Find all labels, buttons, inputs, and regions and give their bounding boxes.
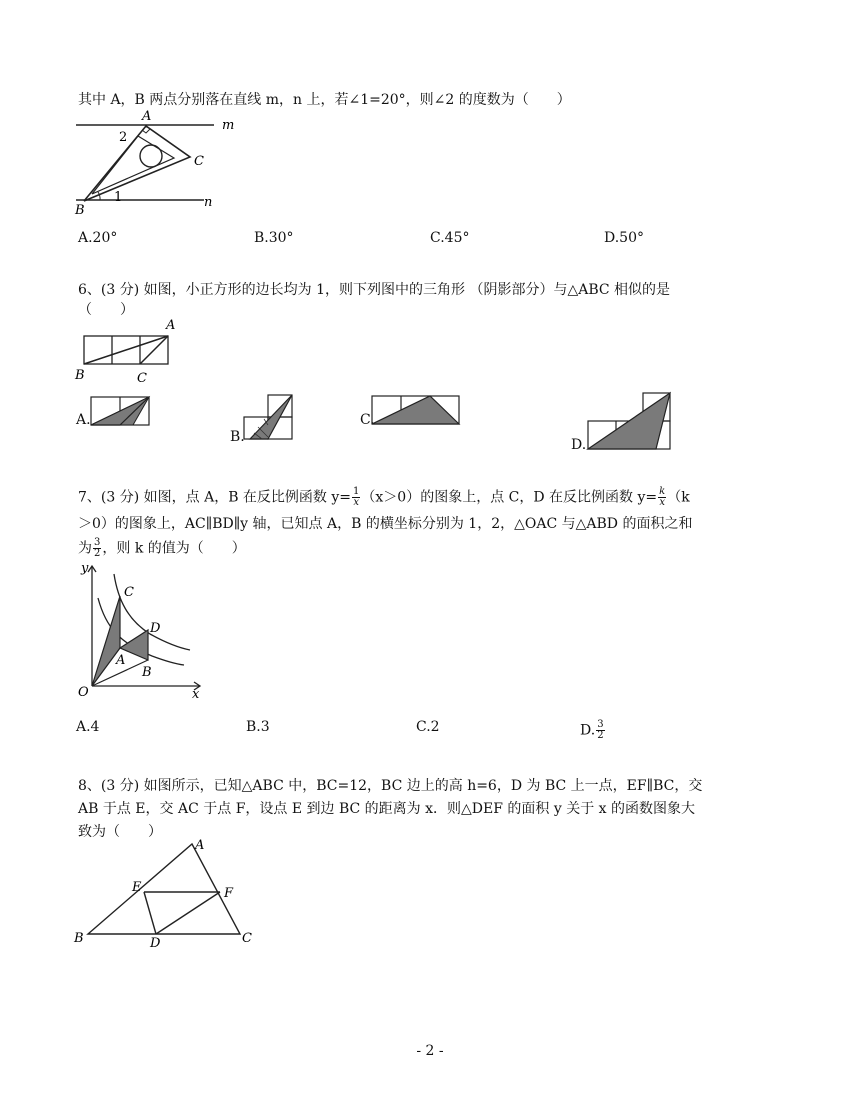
q7-l1-b: （x＞0）的图象上，点 C，D 在反比例函数 y= bbox=[361, 489, 658, 506]
label-B: B bbox=[142, 665, 152, 680]
q6-option-a: A. bbox=[76, 412, 91, 428]
q8-figure bbox=[72, 836, 262, 952]
q6-option-c-figure bbox=[370, 394, 462, 426]
label-B: B bbox=[74, 931, 84, 946]
label-C: C bbox=[242, 931, 252, 946]
q6-line1: 6、(3 分) 如图，小正方形的边长均为 1，则下列图中的三角形 （阴影部分）与△ABC 相似的是 bbox=[78, 282, 671, 298]
label-2: 2 bbox=[119, 130, 128, 145]
q5-text: 其中 A，B 两点分别落在直线 m，n 上，若∠1=20°，则∠2 的度数为（ ） bbox=[78, 92, 571, 108]
q7-l3-a: 为 bbox=[78, 540, 92, 557]
q8-line3: 致为（ ） bbox=[78, 824, 162, 840]
segment-ed bbox=[144, 892, 156, 934]
fraction-k-over-x: $\frac{k}{x}$ bbox=[659, 486, 666, 508]
label-y: y bbox=[81, 561, 89, 576]
label-O: O bbox=[78, 685, 89, 700]
fraction-3-over-2-option: $\frac{3}{2}$ bbox=[597, 719, 604, 741]
label-A: A bbox=[142, 109, 152, 124]
label-B: B bbox=[75, 203, 85, 218]
q7-line2: ＞0）的图象上，AC∥BD∥y 轴，已知点 A，B 的横坐标分别为 1，2，△OAC 与△ABD 的面积之和 bbox=[78, 516, 693, 532]
label-n: n bbox=[204, 195, 213, 210]
q7-option-c: C.2 bbox=[416, 719, 440, 735]
q6-option-b: B. bbox=[230, 429, 245, 445]
label-A: A bbox=[166, 318, 176, 333]
q7-option-b: B.3 bbox=[246, 719, 270, 735]
angle-1-arc bbox=[98, 192, 100, 200]
q5-option-b: B.30° bbox=[254, 230, 294, 246]
inner-triangle bbox=[92, 136, 174, 194]
q7-figure bbox=[72, 558, 207, 700]
fraction-1-over-x: $\frac{1}{x}$ bbox=[353, 486, 360, 508]
q5-option-a: A.20° bbox=[78, 230, 118, 246]
label-C: C bbox=[137, 371, 147, 386]
q7-l1-c: （k bbox=[667, 489, 690, 506]
label-B: B bbox=[75, 368, 85, 383]
q7-option-d: D. $\frac{3}{2}$ bbox=[580, 719, 604, 741]
q6-option-a-figure bbox=[89, 395, 153, 427]
q7-line1 bbox=[78, 487, 690, 508]
segment-df bbox=[156, 892, 220, 934]
label-E: E bbox=[132, 880, 142, 895]
label-C: C bbox=[194, 154, 204, 169]
q6-line2: （ ） bbox=[78, 302, 134, 318]
fraction-3-over-2: $\frac{3}{2}$ bbox=[94, 537, 101, 559]
q6-option-d: D. bbox=[571, 437, 587, 453]
label-1: 1 bbox=[114, 190, 123, 205]
q7-l1-a: 7、(3 分) 如图，点 A，B 在反比例函数 y= bbox=[78, 489, 352, 506]
q7-l3-b: ，则 k 的值为（ ） bbox=[102, 540, 246, 557]
label-A: A bbox=[116, 653, 126, 668]
label-C: C bbox=[124, 585, 134, 600]
triangle-oac bbox=[92, 596, 120, 686]
q7-line3 bbox=[78, 538, 246, 559]
label-D: D bbox=[150, 936, 161, 951]
label-D: D bbox=[150, 621, 161, 636]
q6-option-b-figure bbox=[242, 393, 298, 443]
q5-option-d: D.50° bbox=[604, 230, 644, 246]
q7-option-a: A.4 bbox=[76, 719, 100, 735]
q5-option-c: C.45° bbox=[430, 230, 470, 246]
label-A: A bbox=[195, 838, 205, 853]
label-m: m bbox=[222, 118, 235, 133]
q6-figure-abc bbox=[72, 316, 187, 388]
q8-line2: AB 于点 E，交 AC 于点 F，设点 E 到边 BC 的距离为 x．则△DEF 的面积 y 关于 x 的函数图象大 bbox=[78, 801, 696, 817]
q6-option-c: C. bbox=[360, 412, 375, 428]
q5-figure bbox=[72, 108, 247, 218]
page-number: - 2 - bbox=[416, 1043, 444, 1059]
label-x: x bbox=[192, 687, 200, 700]
hole-circle bbox=[140, 145, 162, 167]
q6-option-d-figure bbox=[586, 391, 676, 453]
label-F: F bbox=[224, 886, 234, 901]
triangle-abc bbox=[88, 844, 240, 934]
q8-line1: 8、(3 分) 如图所示，已知△ABC 中，BC=12，BC 边上的高 h=6，D 为 BC 上一点，EF∥BC，交 bbox=[78, 778, 703, 794]
